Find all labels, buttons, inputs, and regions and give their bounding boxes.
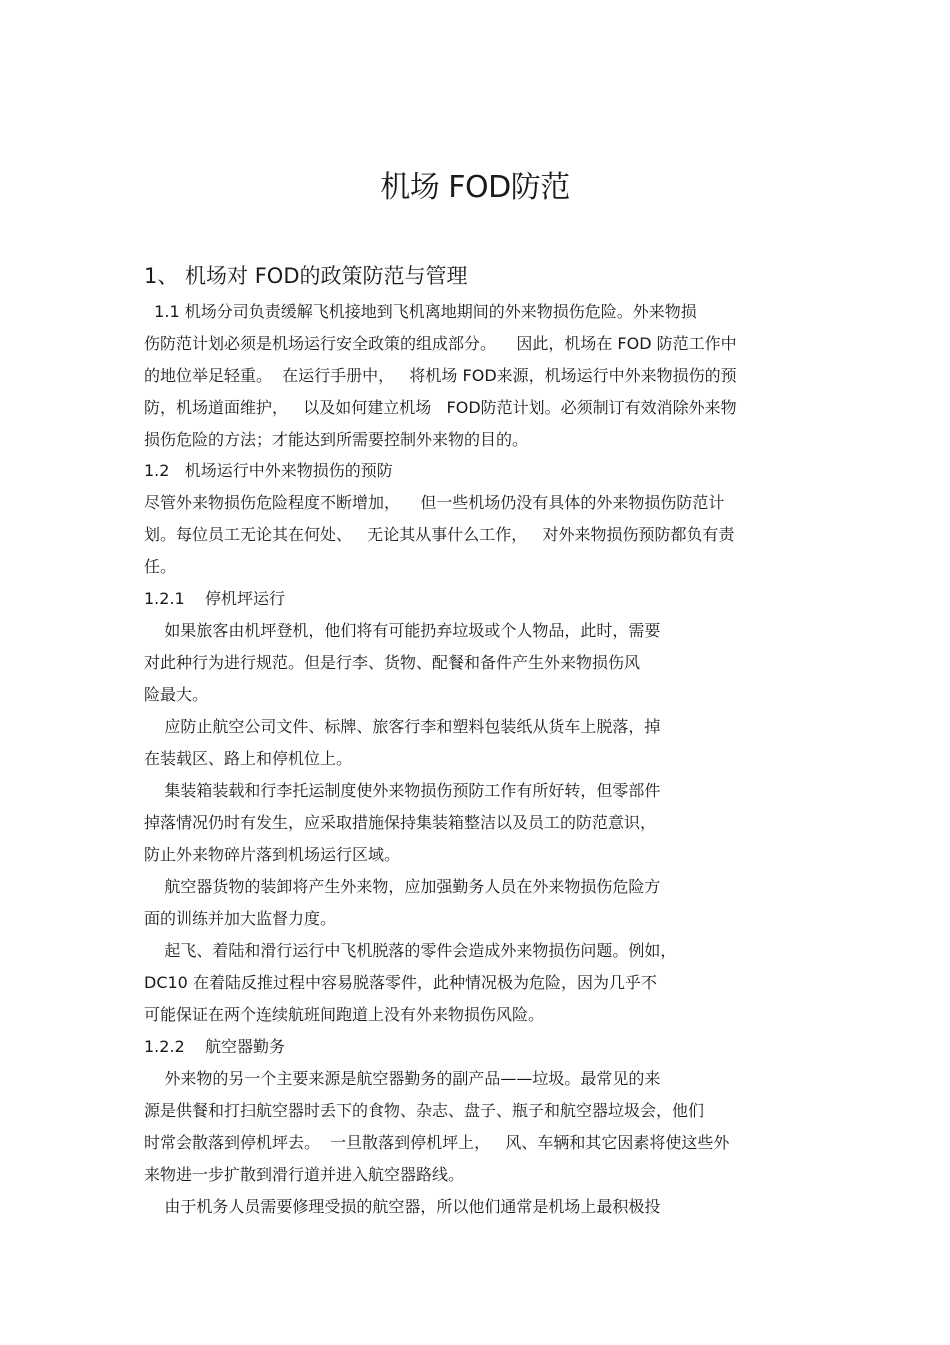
paragraph xyxy=(144,775,660,871)
paragraph xyxy=(144,711,660,775)
text-line: 可能保证在两个连续航班间跑道上没有外来物损伤风险。 xyxy=(144,1005,545,1024)
page-title: 机场 FOD防范 xyxy=(380,170,570,205)
paragraph xyxy=(144,1191,660,1223)
paragraph xyxy=(144,871,660,935)
text-line: 伤防范计划必须是机场运行安全政策的组成部分。 因此，机场在 FOD 防范工作中 xyxy=(144,334,737,353)
text-line: 面的训练并加大监督力度。 xyxy=(144,909,337,928)
text-line: 由于机务人员需要修理受损的航空器，所以他们通常是机场上最积极投 xyxy=(144,1197,661,1216)
text-line: 在装载区、路上和停机位上。 xyxy=(144,749,353,768)
text-line: 航空器货物的装卸将产生外来物，应加强勤务人员在外来物损伤危险方 xyxy=(144,877,661,896)
text-line: 起飞、着陆和滑行运行中飞机脱落的零件会造成外来物损伤问题。例如， xyxy=(144,941,677,960)
text-line: 划。每位员工无论其在何处、 无论其从事什么工作， 对外来物损伤预防都负有责 xyxy=(144,525,735,544)
text-line: 险最大。 xyxy=(144,685,209,704)
text-line: 对此种行为进行规范。但是行李、货物、配餐和备件产生外来物损伤风 xyxy=(144,653,641,672)
subsection-heading xyxy=(144,1031,285,1063)
paragraph xyxy=(144,1063,729,1191)
text-line: DC10 在着陆反推过程中容易脱落零件，此种情况极为危险，因为几乎不 xyxy=(144,973,657,992)
text-line: 时常会散落到停机坪去。 一旦散落到停机坪上， 风、车辆和其它因素将使这些外 xyxy=(144,1133,730,1152)
text-line: 1.1 机场分司负责缓解飞机接地到飞机离地期间的外来物损伤危险。外来物损 xyxy=(144,302,697,321)
text-line: 应防止航空公司文件、标牌、旅客行李和塑料包装纸从货车上脱落，掉 xyxy=(144,717,661,736)
text-line: 的地位举足轻重。 在运行手册中， 将机场 FOD来源，机场运行中外来物损伤的预 xyxy=(144,366,737,385)
text-line: 集装箱装载和行李托运制度使外来物损伤预防工作有所好转，但零部件 xyxy=(144,781,661,800)
section-heading: 1、 机场对 FOD的政策防范与管理 xyxy=(144,264,468,288)
text-line: 任。 xyxy=(144,557,177,576)
text-line: 防，机场道面维护， 以及如何建立机场 FOD防范计划。必须制订有效消除外来物 xyxy=(144,398,737,417)
text-line: 如果旅客由机坪登机，他们将有可能扔弃垃圾或个人物品，此时，需要 xyxy=(144,621,661,640)
text-line: 1.2.2 航空器勤务 xyxy=(144,1037,286,1056)
text-line: 来物进一步扩散到滑行道并进入航空器路线。 xyxy=(144,1165,465,1184)
paragraph xyxy=(144,296,737,456)
subsection-heading xyxy=(144,455,393,487)
paragraph xyxy=(144,487,735,583)
text-line: 1.2.1 停机坪运行 xyxy=(144,589,286,608)
text-line: 源是供餐和打扫航空器时丢下的食物、杂志、盘子、瓶子和航空器垃圾会，他们 xyxy=(144,1101,705,1120)
text-line: 掉落情况仍时有发生，应采取措施保持集装箱整洁以及员工的防范意识， xyxy=(144,813,657,832)
paragraph xyxy=(144,615,660,711)
text-line: 尽管外来物损伤危险程度不断增加， 但一些机场仍没有具体的外来物损伤防范计 xyxy=(144,493,725,512)
text-line: 损伤危险的方法；才能达到所需要控制外来物的目的。 xyxy=(144,430,529,449)
subsection-heading xyxy=(144,583,285,615)
text-line: 外来物的另一个主要来源是航空器勤务的副产品——垃圾。最常见的来 xyxy=(144,1069,661,1088)
paragraph xyxy=(144,935,676,1031)
text-line: 1.2 机场运行中外来物损伤的预防 xyxy=(144,461,393,480)
text-line: 防止外来物碎片落到机场运行区域。 xyxy=(144,845,401,864)
